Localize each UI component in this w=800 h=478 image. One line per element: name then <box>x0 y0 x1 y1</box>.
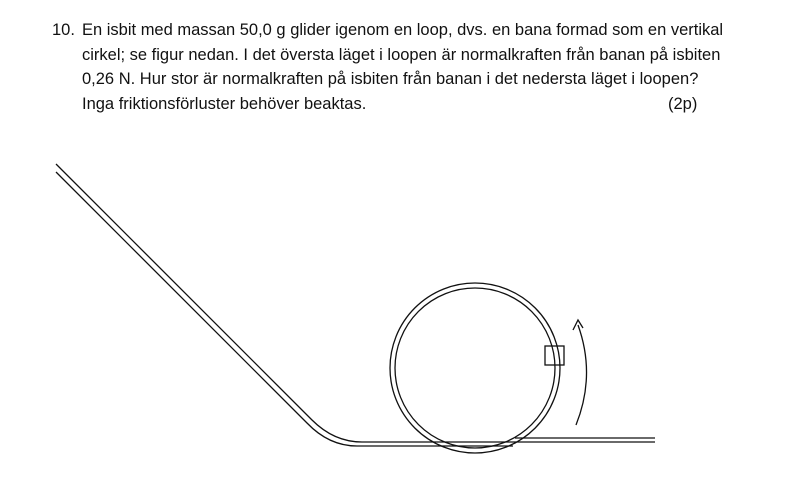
problem-text-line-3: 0,26 N. Hur stor är normalkraften på isbiten från banan i det nedersta läget i loopen? <box>82 70 699 88</box>
exit-track <box>515 438 655 442</box>
vertical-loop <box>390 283 560 453</box>
problem-text-line-4: Inga friktionsförluster behöver beaktas. <box>82 94 367 113</box>
problem-text-line-2: cirkel; se figur nedan. I det översta läget i loopen är normalkraften från banan på isbiten <box>82 45 721 64</box>
problem-text-line-1: En isbit med massan 50,0 g glider igenom en loop, dvs. en bana formad som en vertikal <box>82 21 724 39</box>
problem-points: (2p) <box>668 94 698 113</box>
problem-number: 10. <box>52 21 75 39</box>
inclined-ramp <box>56 164 515 446</box>
direction-arrow <box>573 320 587 425</box>
